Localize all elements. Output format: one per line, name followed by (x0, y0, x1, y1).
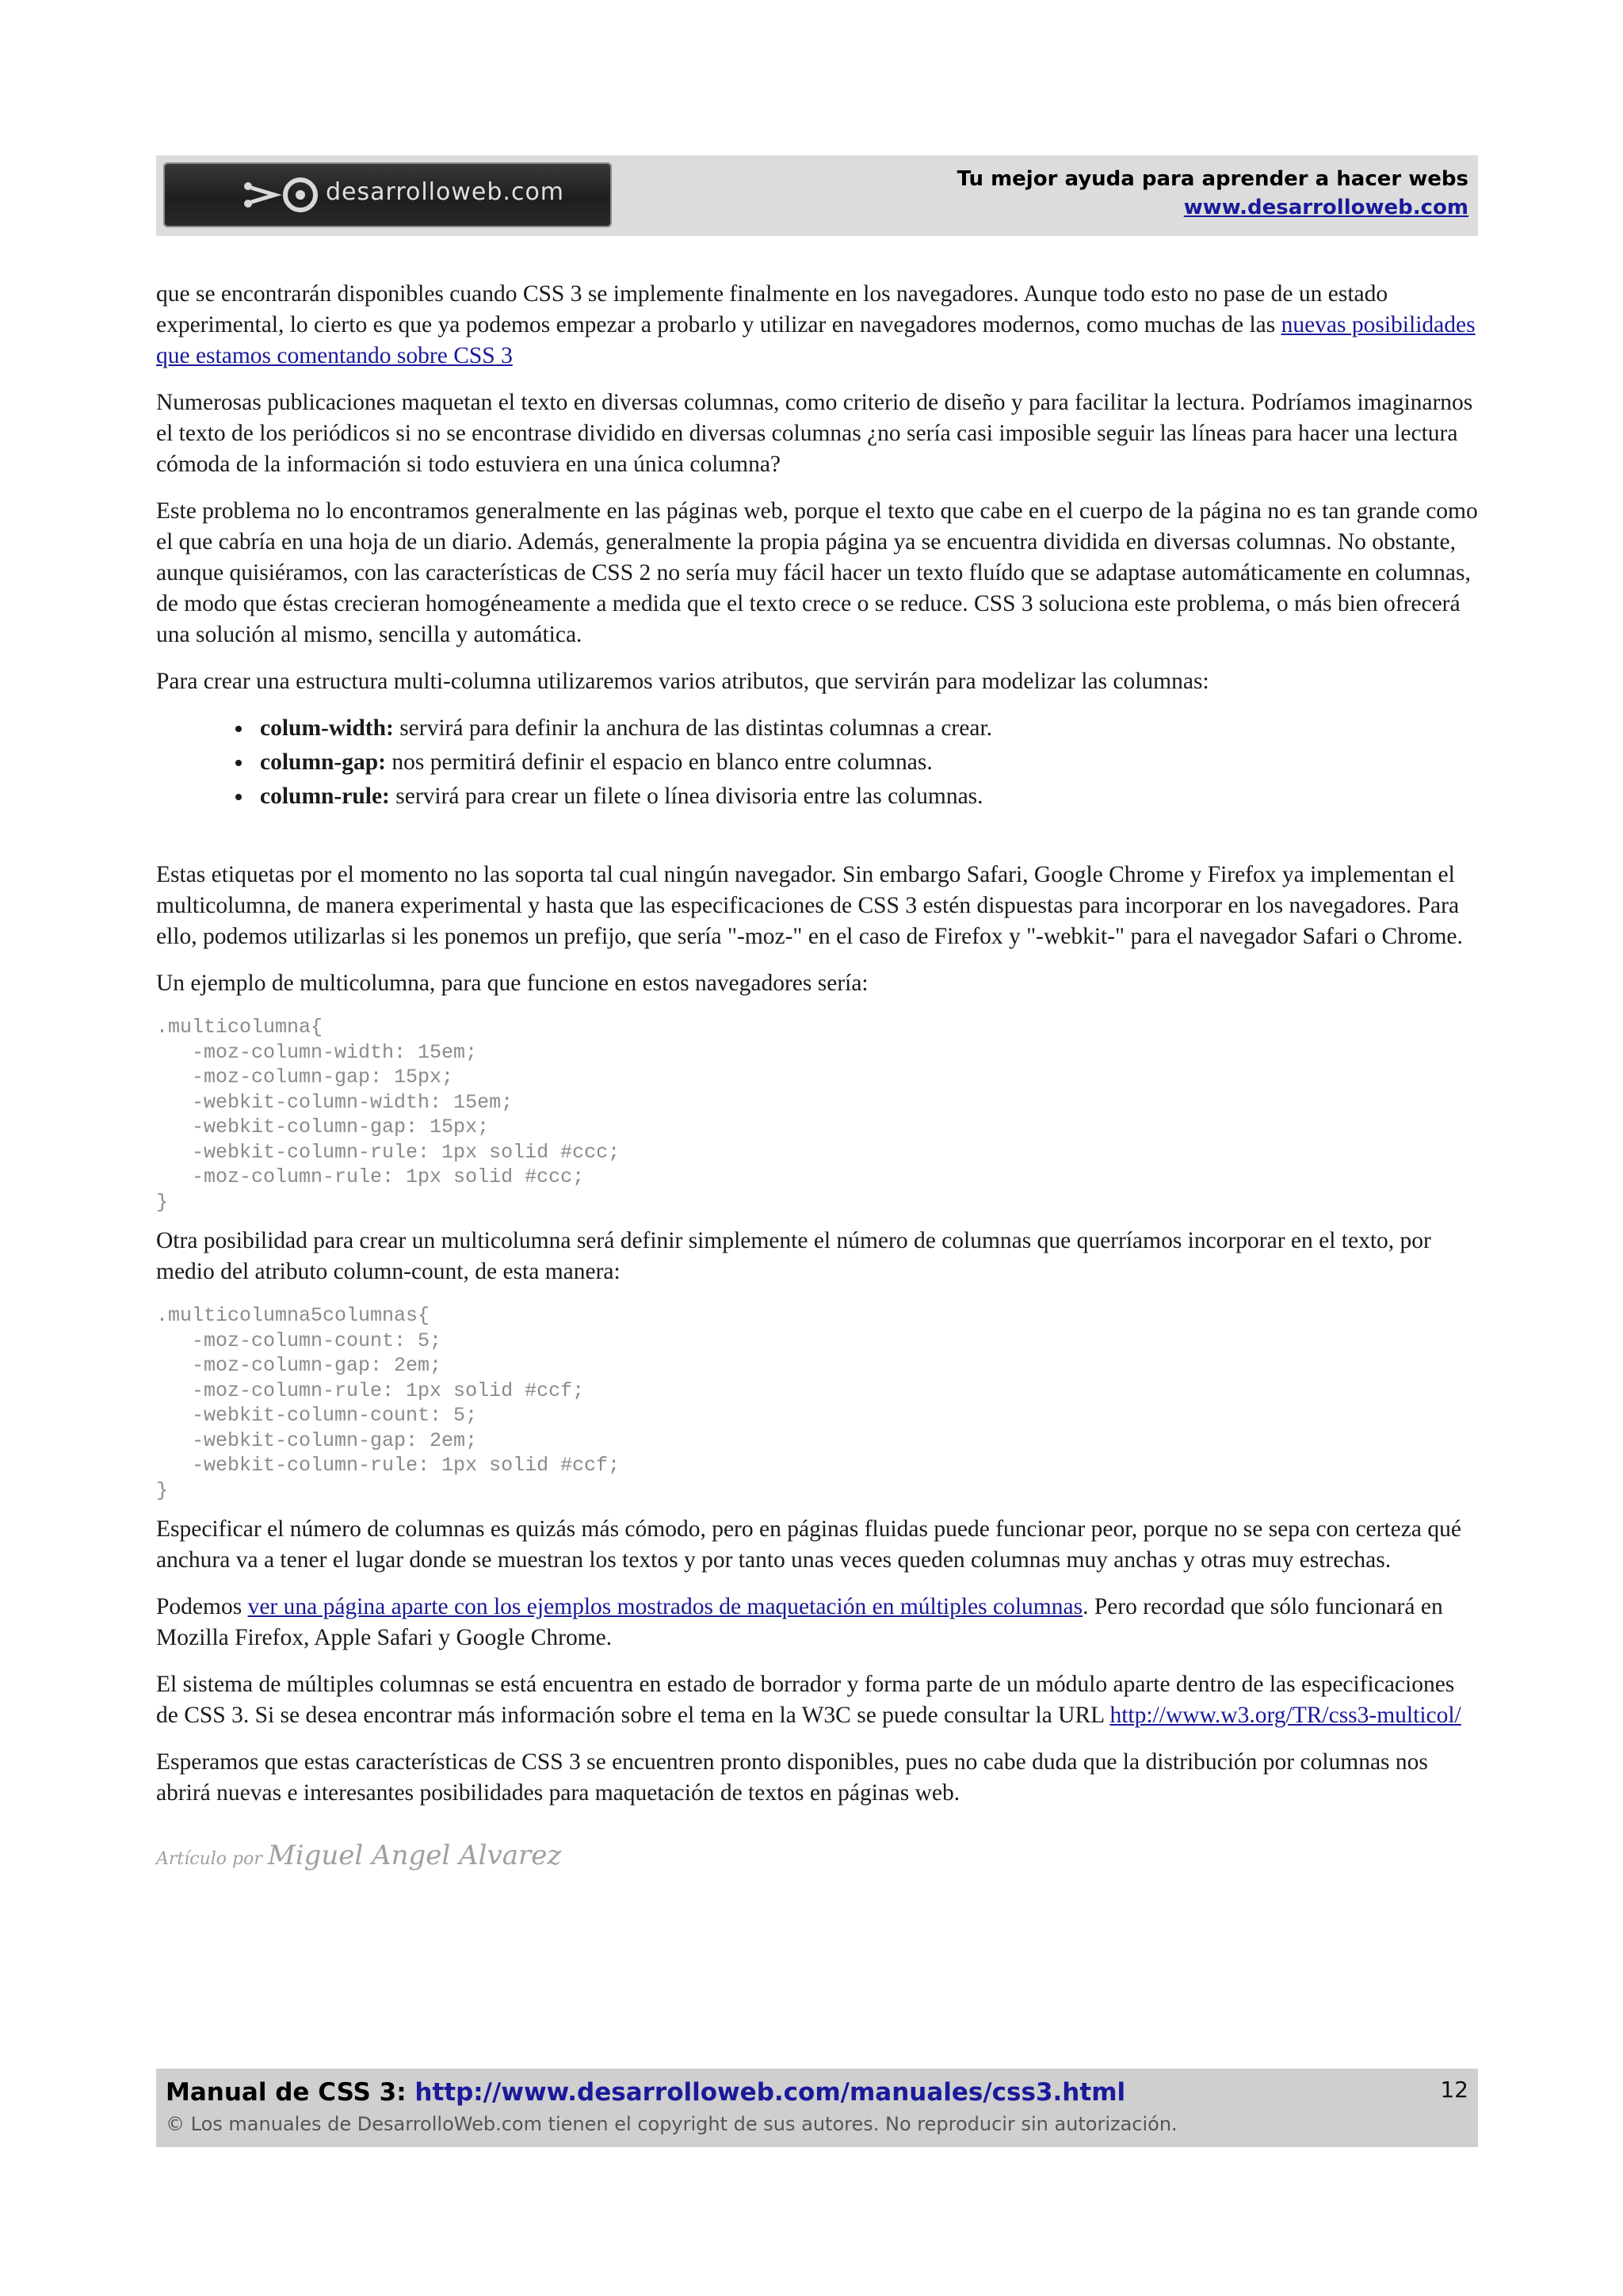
paragraph-8: Especificar el número de columnas es quizás más cómodo, pero en páginas fluidas puede funcionar peor, porque no se sepa con certeza qué anchura va a tener el lugar donde se muestran los textos y por tanto unas veces queden columnas muy anchas y otras muy estrechas. (156, 1516, 1461, 1573)
page-footer (156, 2069, 1478, 2147)
article-body (156, 279, 1478, 1875)
page-header (156, 155, 1478, 236)
list-item-term: column-gap: (260, 749, 386, 775)
manual-link[interactable]: http://www.desarrolloweb.com/manuales/css3.html (414, 2078, 1126, 2107)
paragraph-9-after: . Pero recordad que sólo funcionará en Mozilla Firefox, Apple Safari y Google Chrome. (156, 1594, 1443, 1650)
list-item-desc: servirá para crear un filete o línea divisoria entre las columnas. (389, 784, 983, 809)
code-block-1: .multicolumna{ -moz-column-width: 15em; -moz-column-gap: 15px; -webkit-column-width: 15em; -webkit-column-gap: 15px; -webkit-column-rule: 1px solid #ccc; -moz-column-rule: 1px solid #ccc; } (156, 1016, 621, 1214)
logo-text: desarrolloweb.com (326, 178, 565, 206)
list-item-term: column-rule: (260, 784, 390, 809)
list-item-term: colum-width: (260, 715, 394, 741)
css3-possibilities-link[interactable]: nuevas posibilidades que estamos comentando sobre CSS 3 (156, 312, 1476, 368)
manual-label: Manual de CSS 3: (166, 2078, 415, 2107)
paragraph-6: Un ejemplo de multicolumna, para que funcione en estos navegadores sería: (156, 971, 869, 996)
paragraph-1-text: que se encontrarán disponibles cuando CSS 3 se implemente finalmente en los navegadores. Aunque todo esto no pase de un estado experimental, lo cierto es que ya podemos empezar a probarlo y utilizar en navegadores modernos, como muchas de las (156, 281, 1388, 338)
author-name: Miguel Angel Alvarez (267, 1840, 562, 1871)
list-item (254, 713, 1478, 744)
paragraph-2: Numerosas publicaciones maquetan el texto en diversas columnas, como criterio de diseño y para facilitar la lectura. Podríamos imaginarnos el texto de los periódicos si no se encontrase dividido en diversas columnas ¿no sería casi imposible seguir las líneas para hacer una lectura cómoda de la información si todo estuviera en una única columna? (156, 390, 1473, 477)
list-item-desc: servirá para definir la anchura de las distintas columnas a crear. (393, 715, 993, 741)
paragraph-1 (156, 279, 1478, 372)
list-item-desc: nos permitirá definir el espacio en blanco entre columnas. (385, 749, 933, 775)
desarrolloweb-logo[interactable] (163, 162, 612, 227)
examples-page-link[interactable]: ver una página aparte con los ejemplos mostrados de maquetación en múltiples columnas (247, 1594, 1083, 1619)
paragraph-5: Estas etiquetas por el momento no las soporta tal cual ningún navegador. Sin embargo Safari, Google Chrome y Firefox ya implementan el multicolumna, de manera experimental y hasta que las especificaciones de CSS 3 estén dispuestas para incorporar en los navegadores. Para ello, podemos utilizarlas si les ponemos un prefijo, que sería "-moz-" en el caso de Firefox y "-webkit-" para el navegador Safari o Chrome. (156, 862, 1463, 949)
paragraph-9 (156, 1592, 1478, 1653)
paragraph-3: Este problema no lo encontramos generalmente en las páginas web, porque el texto que cabe en el cuerpo de la página no es tan grande como el que cabría en una hoja de un diario. Además, generalmente la propia página ya se encuentra dividida en diversas columnas. No obstante, aunque quisiéramos, con las características de CSS 2 no sería muy fácil hacer un texto fluído que se adaptase automáticamente en columnas, de modo que éstas crecieran homogéneamente a medida que el texto crece o se reduce. CSS 3 soluciona este problema, o más bien ofrecerá una solución al mismo, sencilla y automática. (156, 498, 1478, 647)
header-tagline (957, 165, 1468, 222)
author-signature (156, 1840, 1478, 1875)
paragraph-10-text: El sistema de múltiples columnas se está encuentra en estado de borrador y forma parte de un módulo aparte dentro de las especificaciones de CSS 3. Si se desea encontrar más información sobre el tema en la W3C se puede consultar la URL (156, 1672, 1455, 1728)
copyright-notice: © Los manuales de DesarrolloWeb.com tienen el copyright de sus autores. No reproducir sin autorización. (166, 2113, 1178, 2135)
w3c-multicol-link[interactable]: http://www.w3.org/TR/css3-multicol/ (1109, 1703, 1461, 1728)
paragraph-4: Para crear una estructura multi-columna utilizaremos varios atributos, que servirán para modelizar las columnas: (156, 669, 1209, 694)
paragraph-11: Esperamos que estas características de CSS 3 se encuentren pronto disponibles, pues no cabe duda que la distribución por columnas nos abrirá nuevas e interesantes posibilidades para maquetación de textos en páginas web. (156, 1749, 1428, 1806)
site-link[interactable]: www.desarrolloweb.com (1183, 196, 1468, 219)
list-item (254, 747, 1478, 778)
tagline-text: Tu mejor ayuda para aprender a hacer webs (957, 167, 1468, 191)
paragraph-9-before: Podemos (156, 1594, 248, 1619)
code-block-2: .multicolumna5columnas{ -moz-column-count: 5; -moz-column-gap: 2em; -moz-column-rule: 1px solid #ccf; -webkit-column-count: 5; -webkit-column-gap: 2em; -webkit-column-rule: 1px solid #ccf; } (156, 1304, 621, 1502)
attribute-list (156, 713, 1478, 812)
paragraph-10 (156, 1669, 1478, 1731)
manual-line (166, 2075, 1125, 2110)
author-by: Artículo por (156, 1849, 268, 1869)
logo-mark-icon (239, 177, 334, 213)
page-number: 12 (1440, 2077, 1468, 2103)
list-item (254, 781, 1478, 812)
paragraph-7: Otra posibilidad para crear un multicolumna será definir simplemente el número de columnas que querríamos incorporar en el texto, por medio del atributo column-count, de esta manera: (156, 1228, 1431, 1284)
